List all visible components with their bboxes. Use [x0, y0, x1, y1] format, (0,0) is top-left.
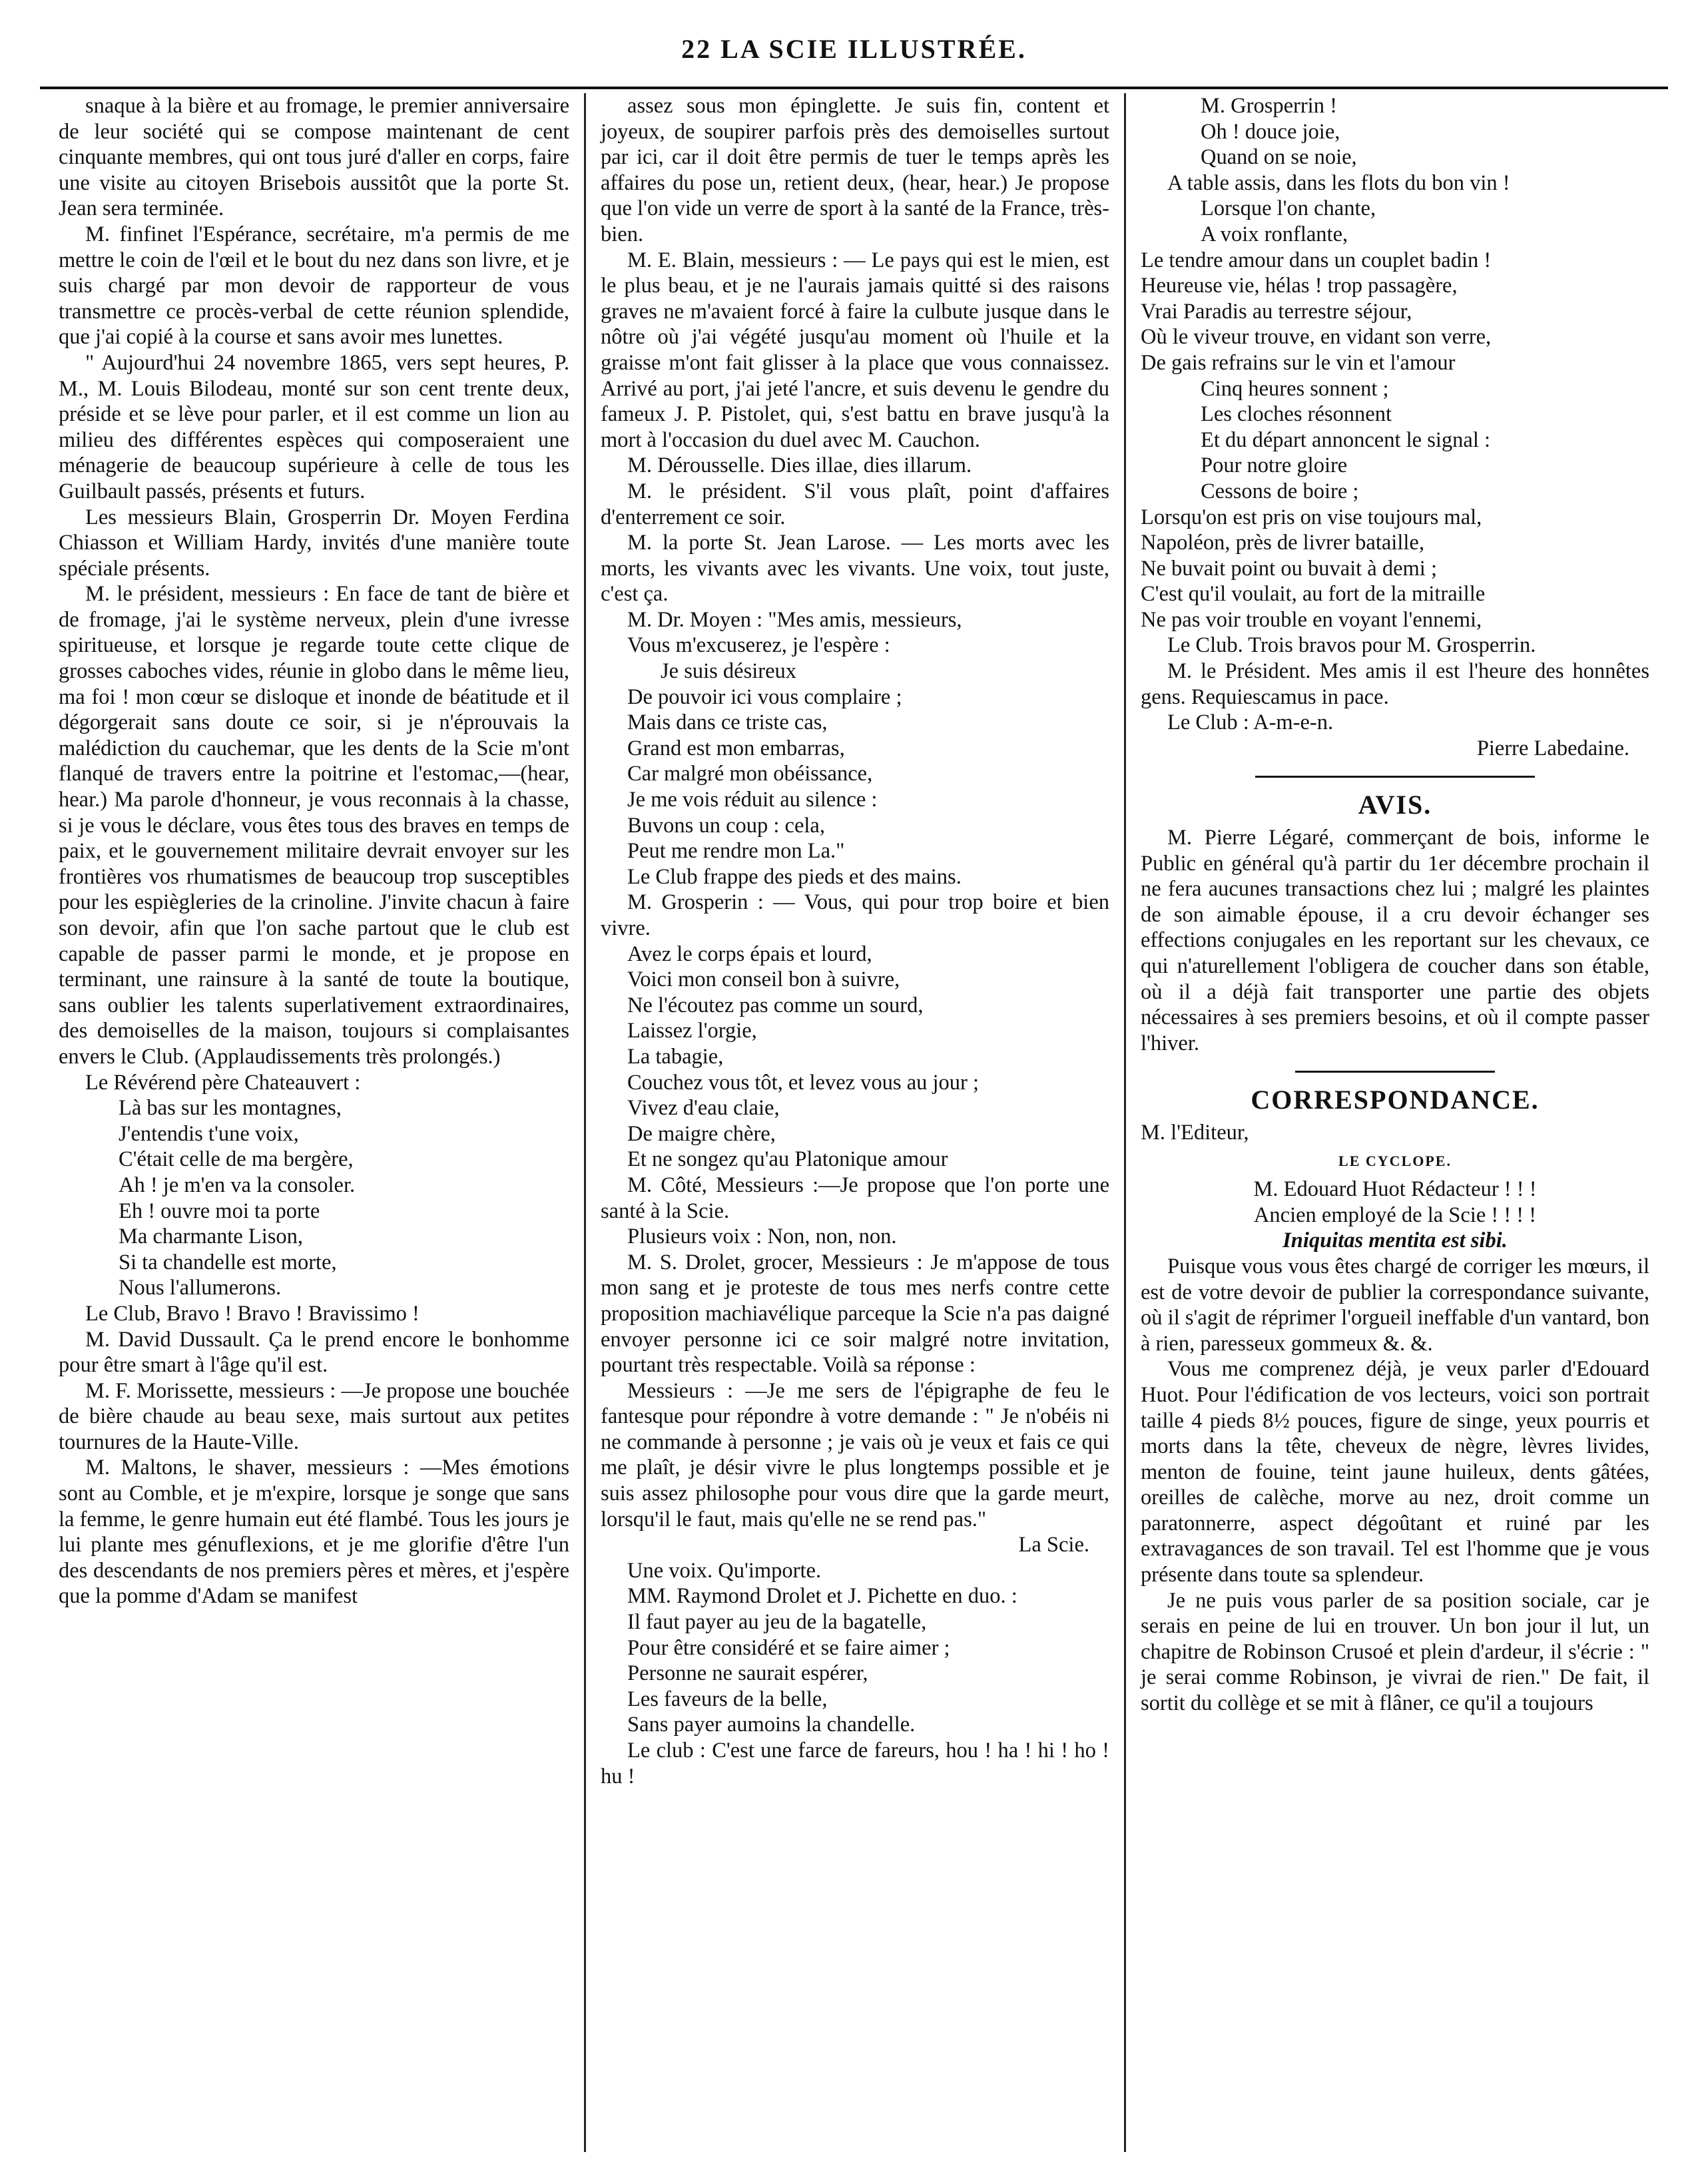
- verse-line: Sans payer aumoins la chandelle.: [627, 1713, 916, 1737]
- verse-line: Ne l'écoutez pas comme un sourd,: [627, 993, 924, 1017]
- verse-line: Car malgré mon obéissance,: [627, 762, 873, 786]
- verse-line: Quand on se noie,: [1201, 145, 1357, 170]
- verse-line: Pour être considéré et se faire aimer ;: [627, 1635, 950, 1660]
- verse-line: Personne ne saurait espérer,: [627, 1661, 868, 1686]
- verse-line: Eh ! ouvre moi ta porte: [119, 1199, 320, 1223]
- verse-line: Avez le corps épais et lourd,: [627, 942, 872, 966]
- text-paragraph: M. S. Drolet, grocer, Messieurs : Je m'appose de tous mon sang et je proteste de tous mes nerfs contre cette proposition machiavélique parceque la Scie n'a pas daigné envoyer personne ici ce soir malgré notre invitation, pourtant très respectable. Voilà sa réponse :: [601, 1250, 1109, 1378]
- verse-line: J'entendis t'une voix,: [119, 1121, 299, 1146]
- text-paragraph: Le tendre amour dans un couplet badin !: [1141, 248, 1492, 272]
- column-2: [584, 93, 1124, 2152]
- text-paragraph: Le Club, Bravo ! Bravo ! Bravissimo !: [85, 1301, 420, 1326]
- text-paragraph: M. le président, messieurs : En face de tant de bière et de fromage, j'ai le système nerveux, plein d'une ivresse spiritueuse, et lorsque je regarde toute cette clique de grosses caboches vides, réunie in globo dans le même lieu, ma foi ! mon cœur se disloque et inonde de béatitude et il dégorgerait sans doute ce soir, si je n'éprouvais la malédiction du cauchemar, que les dents de la Scie m'ont flanqué de travers entre la poitrine et l'estomac,—(hear, hear.) Ma parole d'honneur, je vous reconnais à la chasse, si je vous le déclare, vous êtes tous des braves en temps de paix, et le gouvernement militaire devrait envoyer sur les frontières vos rhumatismes de beaucoup trop susceptibles pour les espiègleries de la crinoline. J'invite chacun à faire son devoir, afin que l'on sache partout que le club est capable de passer parmi le monde, et je propose en terminant, une rainsure à la santé de toute la boutique, sans oublier les talents superlativement extraordinaires, des demoiselles de la maison, toujours si complaisantes envers le Club. (Applaudissements très prolongés.): [59, 582, 569, 1069]
- text-paragraph: Napoléon, près de livrer bataille,: [1141, 531, 1424, 555]
- verse-line: La tabagie,: [627, 1044, 724, 1069]
- letter-paragraph: Puisque vous vous êtes chargé de corriger les mœurs, il est de votre devoir de publier la correspondance suivante, où il s'agit de réprimer l'orgueil ineffable d'un vantard, bon à rien, paresseux gommeux &. &.: [1141, 1254, 1649, 1356]
- text-paragraph: M. le Président. Mes amis il est l'heure des honnêtes gens. Requiescamus in pace.: [1141, 659, 1649, 709]
- letter-line-2: Ancien employé de la Scie ! ! ! !: [1253, 1203, 1537, 1227]
- text-paragraph: Ne buvait point ou buvait à demi ;: [1141, 556, 1437, 581]
- verse-line: C'était celle de ma bergère,: [119, 1147, 354, 1172]
- verse-line: Vivez d'eau claie,: [627, 1096, 780, 1121]
- text-paragraph: Messieurs : —Je me sers de l'épigraphe de feu le fantesque pour répondre à votre demande : " Je n'obéis ni ne commande à personne ; je vais où je veux et fais ce qui me plaît, je désir vivre le plus longtemps possible et je suis assez philosophe pour vous dire que la garde meurt, lorsqu'il le faut, mais qu'elle ne se rend pas.": [601, 1378, 1109, 1531]
- text-paragraph: Une voix. Qu'importe.: [627, 1558, 822, 1583]
- text-paragraph: Heureuse vie, hélas ! trop passagère,: [1141, 274, 1458, 298]
- verse-line: Ma charmante Lison,: [119, 1224, 304, 1249]
- verse-line: Je suis désireux: [661, 659, 796, 684]
- text-paragraph: M. David Dussault. Ça le prend encore le bonhomme pour être smart à l'âge qu'il est.: [59, 1327, 569, 1378]
- verse-line: Et du départ annoncent le signal :: [1201, 427, 1491, 452]
- page-title: 22 LA SCIE ILLUSTRÉE.: [681, 34, 1027, 64]
- text-paragraph: Les messieurs Blain, Grosperrin Dr. Moyen Ferdina Chiasson et William Hardy, invités d'une manière toute spéciale présents.: [59, 505, 569, 581]
- verse-line: Vous m'excuserez, je l'espère :: [627, 633, 890, 658]
- text-paragraph: Le club : C'est une farce de fareurs, hou ! ha ! hi ! ho ! hu !: [601, 1739, 1109, 1788]
- text-paragraph: La Scie.: [1018, 1533, 1089, 1557]
- text-paragraph: MM. Raymond Drolet et J. Pichette en duo. :: [627, 1584, 1017, 1609]
- section-divider: [1255, 776, 1535, 778]
- verse-line: Oh ! douce joie,: [1201, 119, 1340, 144]
- verse-line: Mais dans ce triste cas,: [627, 710, 828, 735]
- letter-motto: Iniquitas mentita est sibi.: [1282, 1228, 1508, 1253]
- section-divider: [1295, 1071, 1495, 1073]
- verse-line: A voix ronflante,: [1201, 222, 1348, 246]
- column-3: [1124, 93, 1664, 2152]
- column-1: [44, 93, 584, 2152]
- verse-line: Nous l'allumerons.: [119, 1276, 282, 1300]
- verse-line: M. Grosperrin !: [1201, 94, 1337, 118]
- text-paragraph: Pierre Labedaine.: [1476, 736, 1629, 760]
- verse-line: Peut me rendre mon La.": [627, 839, 845, 864]
- letter-subhead: LE CYCLOPE.: [1338, 1152, 1452, 1169]
- text-paragraph: Le Club. Trois bravos pour M. Grosperrin.: [1167, 633, 1536, 658]
- text-paragraph: M. le président. S'il vous plaît, point d'affaires d'enterrement ce soir.: [601, 479, 1109, 529]
- text-paragraph: M. Grosperin : — Vous, qui pour trop boire et bien vivre.: [601, 890, 1109, 940]
- verse-line: Je me vois réduit au silence :: [627, 788, 878, 812]
- text-paragraph: Où le viveur trouve, en vidant son verre,: [1141, 325, 1492, 350]
- verse-line: A table assis, dans les flots du bon vin !: [1167, 170, 1510, 195]
- text-paragraph: Ne pas voir trouble en voyant l'ennemi,: [1141, 607, 1482, 632]
- text-paragraph: " Aujourd'hui 24 novembre 1865, vers sept heures, P. M., M. Louis Bilodeau, monté sur son cent trente deux, préside et se lève pour parler, et il est comme un lion au milieu des différentes espèces qui composeraient une ménagerie de beaucoup supérieure à celle de tous les Guilbault passés, présents et futurs.: [59, 350, 569, 503]
- text-paragraph: M. F. Morissette, messieurs : —Je propose une bouchée de bière chaude au beau sexe, mais surtout aux petites tournures de la Haute-Ville.: [59, 1378, 569, 1454]
- text-paragraph: Et ne songez qu'au Platonique amour: [627, 1147, 948, 1172]
- text-paragraph: Plusieurs voix : Non, non, non.: [627, 1224, 897, 1249]
- letter-paragraph: Je ne puis vous parler de sa position sociale, car je serais en peine de lui en trouver. Un bon jour il lut, un chapitre de Robinson Crusoé et plein d'ardeur, il s'écrie : " je serai comme Robinson, je vivrai de rien." De fait, il sortit du collège et se mit à flâner, ce qu'il a toujours: [1141, 1588, 1649, 1716]
- text-paragraph: M. E. Blain, messieurs : — Le pays qui est le mien, est le plus beau, et je ne l'aurais jamais quitté si des raisons graves ne m'avaient forcé à faire la culbute jusque dans le nôtre où j'ai végété jusqu'au moment où l'huile et la graisse m'ont fait glisser à la place que vous connaissez. Arrivé au port, j'ai jeté l'ancre, et suis devenu le gendre du fameux J. P. Pistolet, qui, s'est battu en brave jusqu'à la mort à l'occasion du duel avec M. Cauchon.: [601, 248, 1109, 452]
- verse-line: Voici mon conseil bon à suivre,: [627, 967, 900, 992]
- text-paragraph: M. Maltons, le shaver, messieurs : —Mes émotions sont au Comble, et je m'expire, lorsque je songe que sans la femme, le genre humain eut été flambé. Tous les jours je lui plante mes génuflexions, et je me glorifie d'être l'un des descendants de nos premiers pères et mères, et j'espère que la pomme d'Adam se manifest: [59, 1456, 569, 1609]
- text-paragraph: M. finfinet l'Espérance, secrétaire, m'a permis de me mettre le coin de l'œil et le bout du nez dans son livre, et je suis chargé par mon devoir de rapporteur de vous transmettre ce procès-verbal de cette réunion splendide, que j'ai copié à la course et sans avoir mes lunettes.: [59, 222, 569, 350]
- text-paragraph: Le Club : A-m-e-n.: [1167, 710, 1334, 735]
- verse-line: Cessons de boire ;: [1201, 479, 1359, 503]
- verse-line: Cinq heures sonnent ;: [1201, 376, 1389, 401]
- verse-line: De maigre chère,: [627, 1121, 776, 1146]
- page-header: [40, 25, 1668, 89]
- verse-line: De pouvoir ici vous complaire ;: [627, 684, 902, 709]
- columns: [44, 93, 1664, 2152]
- verse-line: Ah ! je m'en va la consoler.: [119, 1173, 356, 1197]
- text-paragraph: assez sous mon épinglette. Je suis fin, content et joyeux, de soupirer parfois près des demoiselles surtout par ici, car il doit être permis de tuer le temps après les affaires du pose un, retient deux, (hear, hear.) Je propose que l'on vide un verre de sport à la santé de la France, très-bien.: [601, 94, 1109, 246]
- verse-line: Si ta chandelle est morte,: [119, 1250, 337, 1274]
- verse-line: Buvons un coup : cela,: [627, 813, 825, 838]
- text-paragraph: C'est qu'il voulait, au fort de la mitraille: [1141, 582, 1486, 607]
- poem-continuation: [1141, 93, 1649, 761]
- text-paragraph: snaque à la bière et au fromage, le premier anniversaire de leur société qui se compose maintenant de cent cinquante membres, qui ont tous juré d'aller en corps, faire une visite au citoyen Brisebois aussitôt que la porte St. Jean sera terminée.: [59, 94, 569, 221]
- letter-line-1: M. Edouard Huot Rédacteur ! ! !: [1253, 1177, 1537, 1202]
- text-paragraph: Le Révérend père Chateauvert :: [85, 1070, 361, 1095]
- text-paragraph: M. Côté, Messieurs :—Je propose que l'on porte une santé à la Scie.: [601, 1173, 1109, 1223]
- text-paragraph: M. la porte St. Jean Larose. — Les morts avec les morts, les vivants avec les vivants. Une voix, tout juste, c'est ça.: [601, 531, 1109, 607]
- verse-line: Pour notre gloire: [1201, 453, 1348, 478]
- text-paragraph: Le Club frappe des pieds et des mains.: [627, 864, 962, 889]
- verse-line: Laissez l'orgie,: [627, 1019, 757, 1043]
- text-paragraph: Couchez vous tôt, et levez vous au jour ;: [627, 1070, 979, 1095]
- text-paragraph: M. Dr. Moyen : "Mes amis, messieurs,: [627, 607, 962, 632]
- verse-line: Grand est mon embarras,: [627, 736, 845, 760]
- verse-line: Là bas sur les montagnes,: [119, 1096, 342, 1121]
- text-paragraph: M. Dérousselle. Dies illae, dies illarum.: [627, 453, 972, 478]
- salutation: M. l'Editeur,: [1141, 1120, 1249, 1145]
- text-paragraph: Vrai Paradis au terrestre séjour,: [1141, 299, 1412, 324]
- verse-line: Il faut payer au jeu de la bagatelle,: [627, 1610, 927, 1635]
- verse-line: Les cloches résonnent: [1201, 402, 1392, 427]
- letter-paragraph: Vous me comprenez déjà, je veux parler d'Edouard Huot. Pour l'édification de vos lecteurs, voici son portrait taille 4 pieds 8½ pouces, figure de singe, yeux pourris et morts dans la tête, cheveux de nègre, lèvres livides, menton de fouine, teint jaune huileux, dents gâtées, oreilles de calèche, morve au nez, droit comme un paratonnerre, aspect dégoûtant et ruiné par les extravagances de son travail. Tel est l'homme que je vous présente dans toute sa splendeur.: [1141, 1357, 1649, 1587]
- correspondance-heading: CORRESPONDANCE.: [1251, 1085, 1540, 1115]
- verse-line: Les faveurs de la belle,: [627, 1687, 828, 1711]
- text-paragraph: De gais refrains sur le vin et l'amour: [1141, 350, 1456, 375]
- avis-heading: AVIS.: [1358, 790, 1432, 820]
- avis-text: M. Pierre Légaré, commerçant de bois, informe le Public en général qu'à partir du 1er décembre prochain il ne fera aucunes transactions chez lui ; malgré les plaintes de son aimable épouse, il a cru devoir échanger ses effections conjugales en les reportant sur les chevaux, ce qui n'aturellement l'obligera de coucher dans son étable, où il a déjà fait transporter une partie des objets nécessaires à ses premiers besoins, et où il compte passer l'hiver.: [1141, 826, 1649, 1055]
- verse-line: Lorsque l'on chante,: [1201, 196, 1376, 221]
- text-paragraph: Lorsqu'on est pris on vise toujours mal,: [1141, 505, 1482, 529]
